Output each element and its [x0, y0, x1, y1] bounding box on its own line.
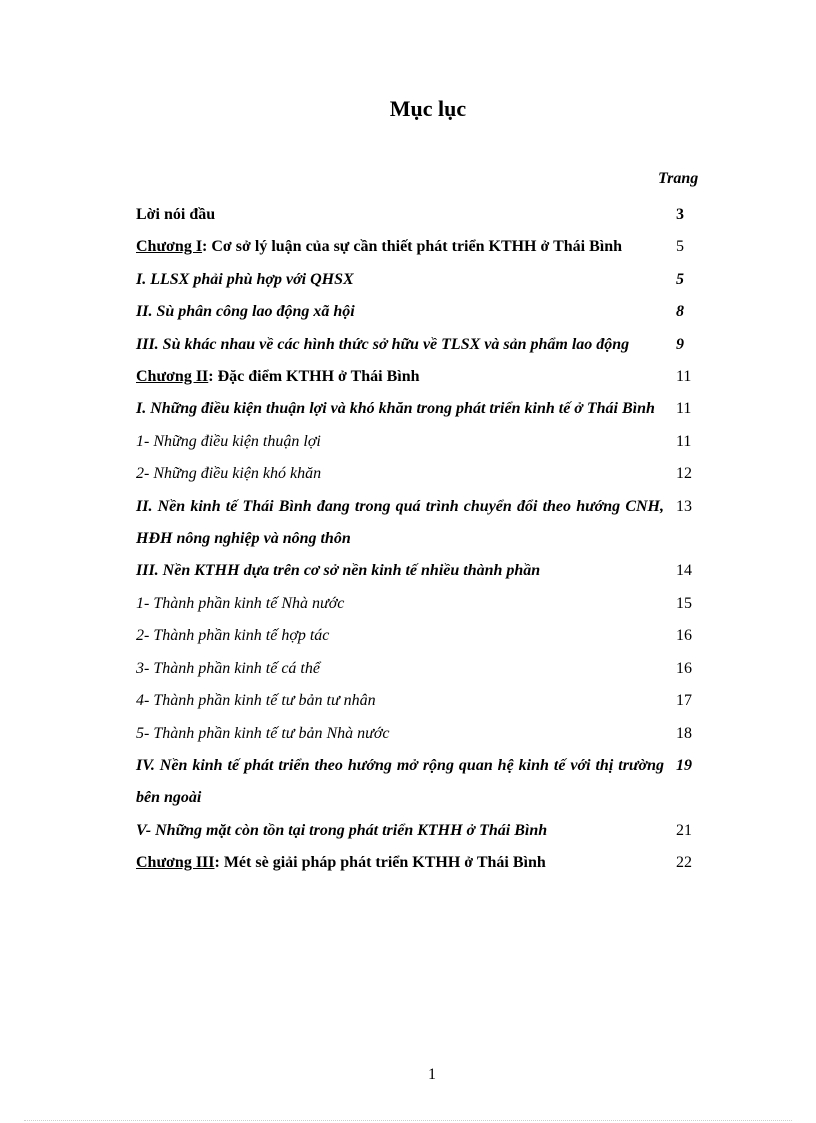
toc-entry	[136, 718, 708, 750]
toc-entry	[136, 264, 708, 296]
toc-entry-page: 12	[676, 465, 692, 483]
toc-entry	[136, 653, 708, 685]
toc-entry	[136, 426, 708, 458]
toc-entry-text: I. LLSX phải phù hợp với QHSX	[136, 270, 354, 288]
toc-entry-text: III. Sù khác nhau về các hình thức sở hữu về TLSX và sản phẩm lao động	[136, 335, 630, 353]
toc-entry	[136, 361, 708, 393]
toc-entry-page: 5	[676, 238, 684, 256]
page-number: 1	[428, 1066, 436, 1083]
toc-entry	[136, 588, 708, 620]
toc-entry	[136, 329, 708, 361]
toc-entry-page: 22	[676, 854, 692, 872]
toc-entry	[136, 231, 708, 263]
toc-entry	[136, 458, 708, 490]
toc-entry-text	[136, 361, 664, 393]
toc-entry	[136, 555, 708, 587]
toc-entry	[136, 491, 708, 556]
toc-entry-page: 14	[676, 562, 692, 580]
toc-entry-text: III. Nền KTHH dựa trên cơ sở nền kinh tế nhiều thành phần	[136, 562, 541, 580]
toc-entry-page: 18	[676, 724, 692, 742]
toc-entry	[136, 620, 708, 652]
toc-entry-text: I. Những điều kiện thuận lợi và khó khăn trong phát triển kinh tế ở Thái Bình	[136, 400, 655, 418]
toc-entry-text: 2- Thành phần kinh tế hợp tác	[136, 627, 330, 645]
page-title: Mục lục	[389, 96, 467, 121]
toc-entry-page: 9	[676, 335, 684, 353]
toc-entry-page: 8	[676, 303, 684, 321]
toc-entry-text: 3- Thành phần kinh tế cá thể	[136, 659, 320, 677]
page-bottom-divider	[24, 1120, 792, 1121]
toc-entry	[136, 393, 708, 425]
toc-entry-text: Lời nói đầu	[136, 206, 216, 223]
toc-entry	[136, 199, 708, 231]
chapter-title: : Mét sè giải pháp phát triển KTHH ở Thái Bình	[214, 854, 546, 872]
toc-entry-page: 16	[676, 659, 692, 677]
page-column-label: Trang	[658, 170, 699, 187]
toc-entry-page: 11	[676, 368, 692, 386]
toc-entry-page: 3	[676, 206, 684, 223]
toc-entry-text	[136, 847, 664, 879]
chapter-label: Chương III	[136, 854, 215, 872]
toc-entry-page: 16	[676, 627, 692, 645]
chapter-title: : Đặc điểm KTHH ở Thái Bình	[208, 368, 420, 386]
toc-entry-text: 5- Thành phần kinh tế tư bản Nhà nước	[136, 724, 390, 742]
toc-entry-text: IV. Nền kinh tế phát triển theo hướng mở rộng quan hệ kinh tế với thị trường bên ngoài	[136, 756, 664, 807]
toc-entry-text: V- Những mặt còn tồn tại trong phát triển KTHH ở Thái Bình	[136, 821, 548, 839]
toc-entry-page: 11	[676, 432, 692, 450]
toc-entry-text: 1- Những điều kiện thuận lợi	[136, 432, 321, 450]
toc-entry	[136, 296, 708, 328]
chapter-label: Chương I	[136, 238, 203, 256]
toc-entry-page: 11	[676, 400, 692, 418]
toc-entry-page: 13	[676, 497, 692, 515]
chapter-label: Chương II	[136, 368, 209, 386]
toc-entry-text: 4- Thành phần kinh tế tư bản tư nhân	[136, 692, 376, 710]
toc-entry-page: 5	[676, 270, 684, 288]
toc-entry	[136, 750, 708, 815]
toc-entry-text: 2- Những điều kiện khó khăn	[136, 465, 322, 483]
toc-entry	[136, 847, 708, 879]
toc-entry-page: 21	[676, 821, 692, 839]
toc-entry	[136, 685, 708, 717]
toc-entry-page: 15	[676, 594, 692, 612]
toc-entry-text	[136, 231, 664, 263]
toc-entry	[136, 815, 708, 847]
toc-entry-text: 1- Thành phần kinh tế Nhà nước	[136, 594, 345, 612]
toc-entry-page: 19	[676, 756, 692, 774]
table-of-contents	[136, 199, 708, 880]
chapter-title: : Cơ sở lý luận của sự cần thiết phát triển KTHH ở Thái Bình	[202, 238, 622, 256]
toc-entry-text: II. Nền kinh tế Thái Bình đang trong quá trình chuyển đổi theo hướng CNH, HĐH nông nghiệp và nông thôn	[136, 497, 664, 548]
toc-entry-page: 17	[676, 692, 692, 710]
toc-entry-text: II. Sù phân công lao động xã hội	[136, 303, 355, 321]
